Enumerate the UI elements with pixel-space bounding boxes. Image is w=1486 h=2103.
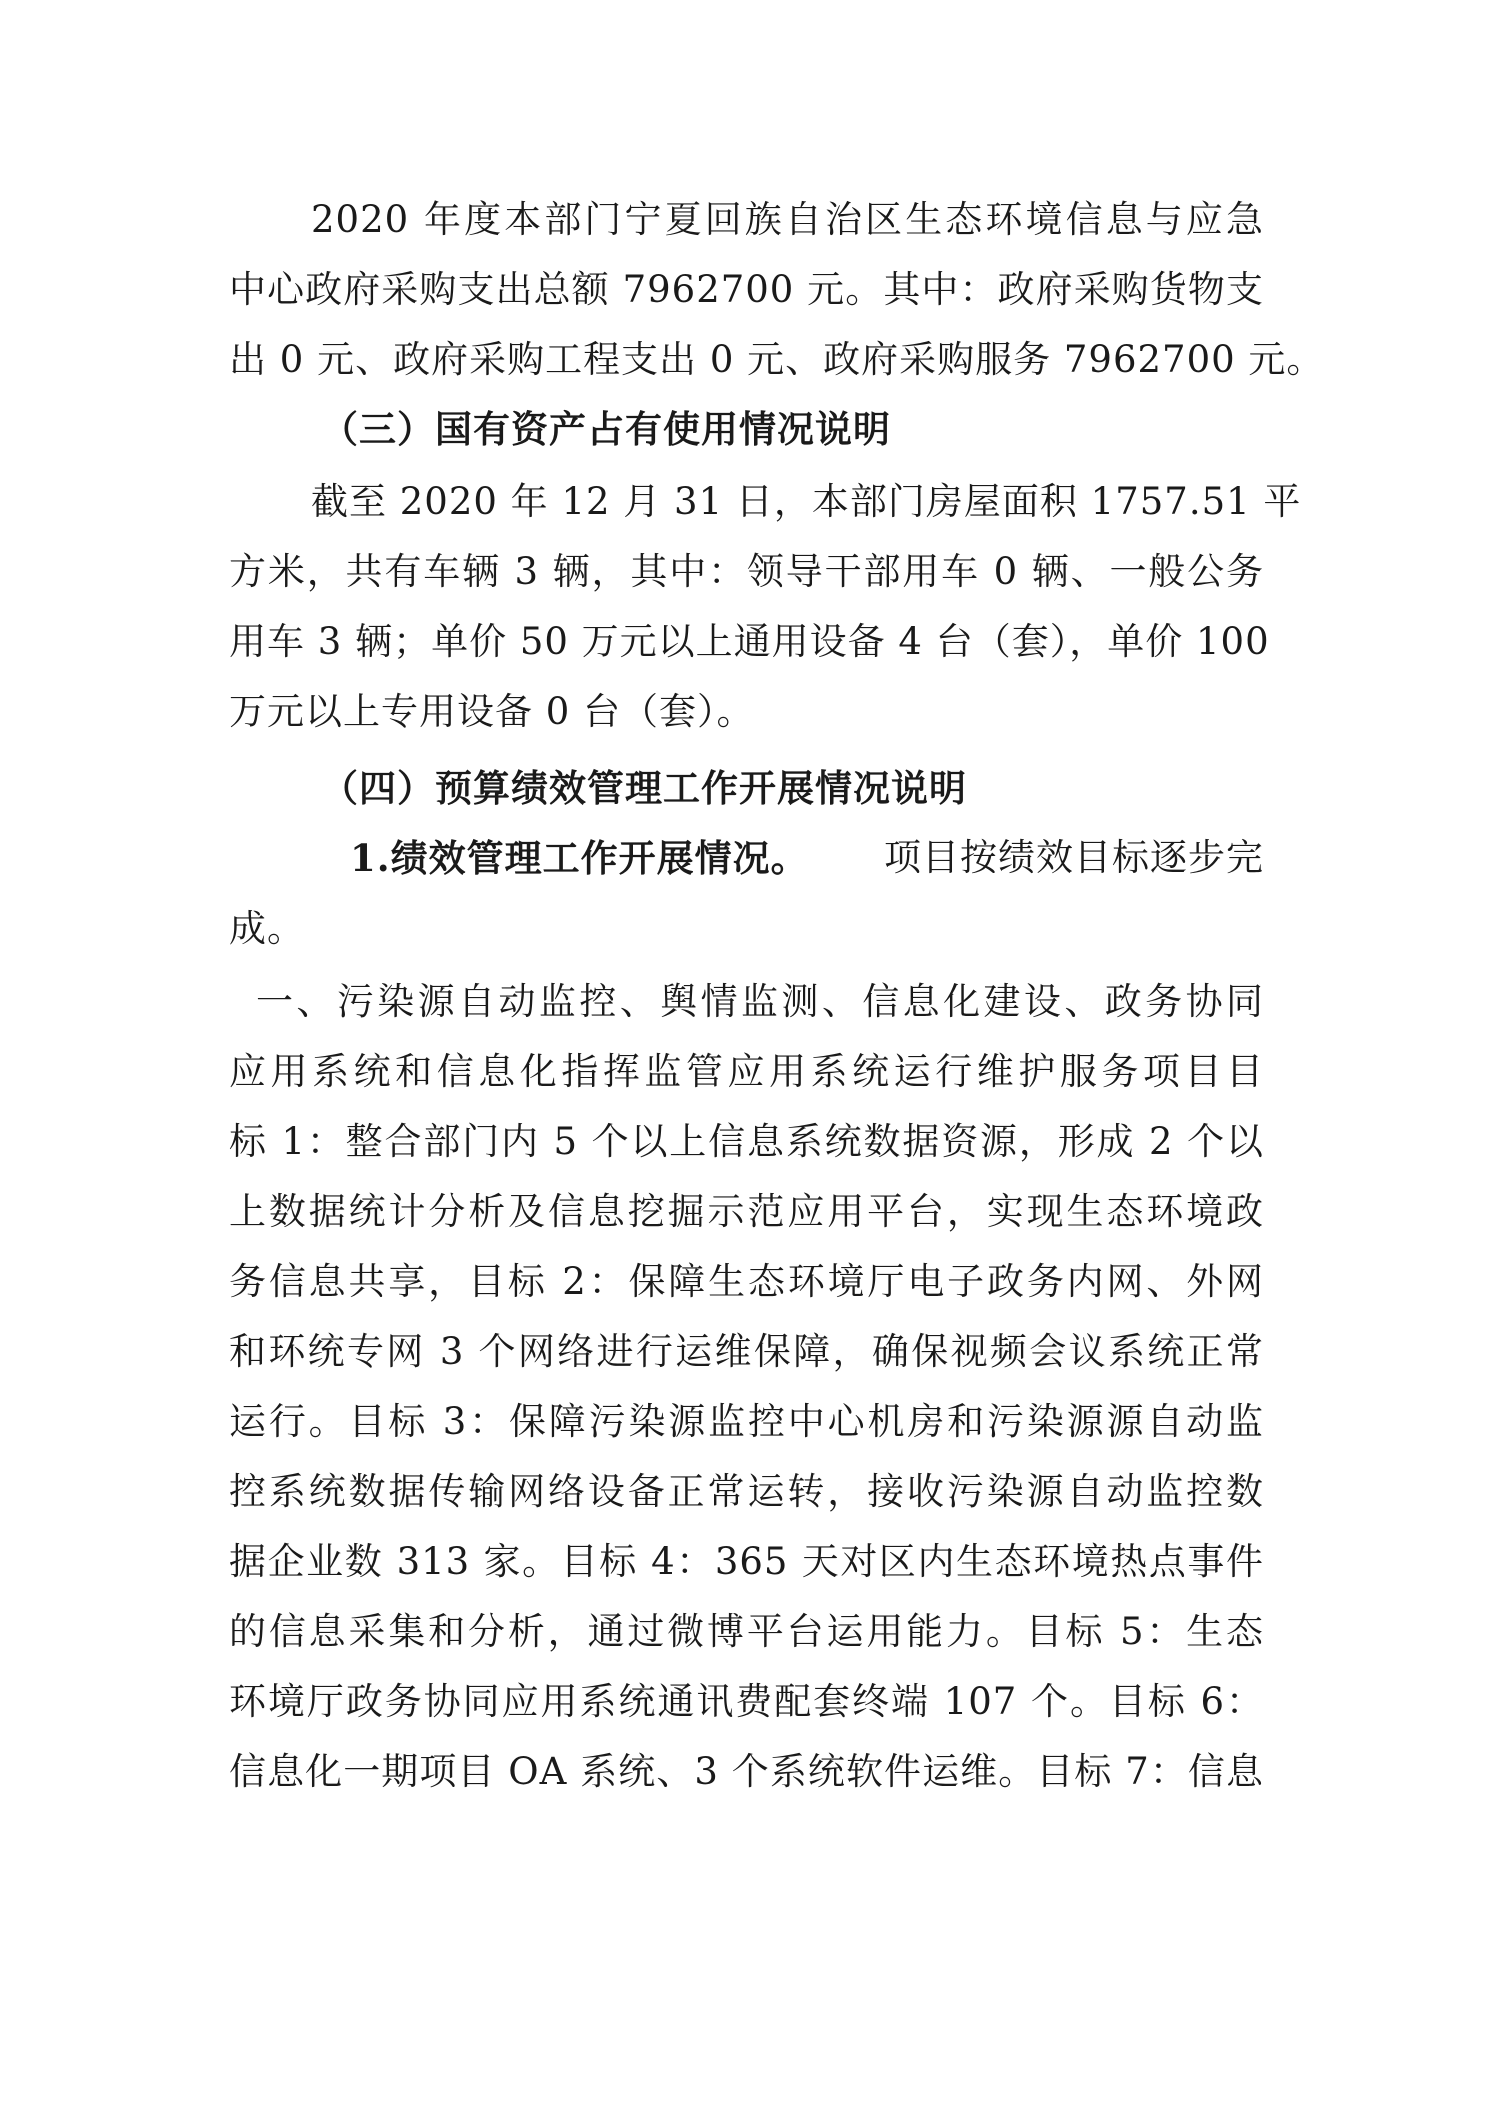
paragraph-line [350,822,1264,894]
paragraph-text: 项目按绩效目标逐步完 [884,836,1264,879]
paragraph-line: 截至 2020 年 12 月 31 日，本部门房屋面积 1757.51 平 [311,480,1302,523]
paragraph-line: 的信息采集和分析，通过微博平台运用能力。目标 5：生态 [229,1610,1264,1653]
paragraph-line: 据企业数 313 家。目标 4：365 天对区内生态环境热点事件 [229,1540,1264,1583]
paragraph-line: 标 1：整合部门内 5 个以上信息系统数据资源，形成 2 个以 [229,1120,1264,1163]
paragraph-line: 运行。目标 3：保障污染源监控中心机房和污染源源自动监 [229,1400,1264,1443]
paragraph-line: 务信息共享，目标 2：保障生态环境厅电子政务内网、外网 [229,1260,1264,1303]
subsection-title: 1.绩效管理工作开展情况。 [350,836,809,880]
paragraph-line: 成。 [229,907,305,950]
paragraph-line: 2020 年度本部门宁夏回族自治区生态环境信息与应急 [311,198,1264,241]
paragraph-line: 一、污染源自动监控、舆情监测、信息化建设、政务协同 [256,980,1264,1023]
paragraph-line: 应用系统和信息化指挥监管应用系统运行维护服务项目目 [229,1050,1264,1093]
section-heading: （四）预算绩效管理工作开展情况说明 [321,766,967,810]
paragraph-line: 万元以上专用设备 0 台（套）。 [229,690,755,733]
section-heading: （三）国有资产占有使用情况说明 [321,407,891,451]
paragraph-line: 和环统专网 3 个网络进行运维保障，确保视频会议系统正常 [229,1330,1264,1373]
paragraph-line: 控系统数据传输网络设备正常运转，接收污染源自动监控数 [229,1470,1264,1513]
paragraph-line: 中心政府采购支出总额 7962700 元。其中：政府采购货物支 [229,268,1264,311]
paragraph-line: 上数据统计分析及信息挖掘示范应用平台，实现生态环境政 [229,1190,1264,1233]
paragraph-line: 用车 3 辆；单价 50 万元以上通用设备 4 台（套），单价 100 [229,620,1270,663]
paragraph-line: 方米，共有车辆 3 辆，其中：领导干部用车 0 辆、一般公务 [229,550,1264,593]
paragraph-line: 出 0 元、政府采购工程支出 0 元、政府采购服务 7962700 元。 [229,338,1325,381]
paragraph-line: 环境厅政务协同应用系统通讯费配套终端 107 个。目标 6： [229,1680,1264,1723]
paragraph-line: 信息化一期项目 OA 系统、3 个系统软件运维。目标 7：信息 [229,1750,1264,1793]
